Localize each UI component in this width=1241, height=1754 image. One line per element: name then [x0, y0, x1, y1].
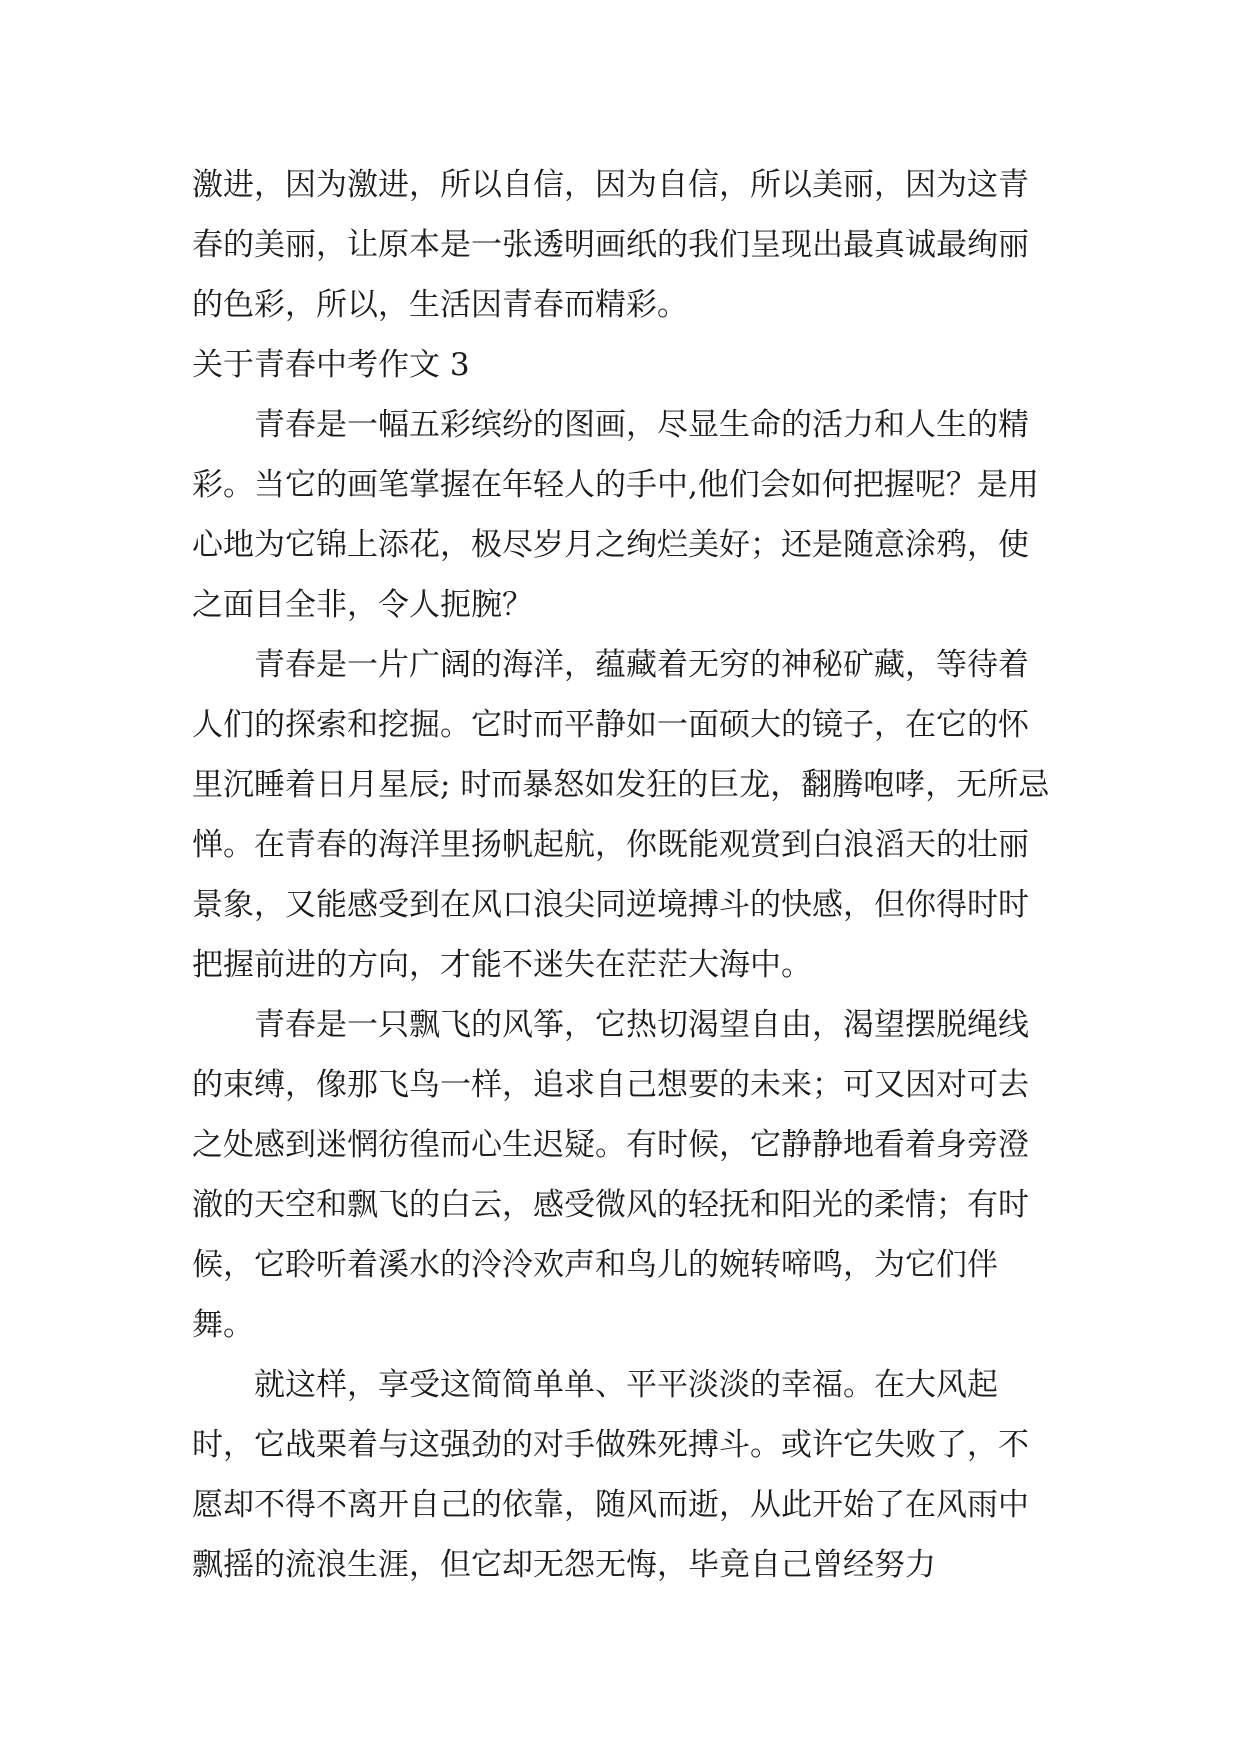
document-body	[192, 155, 1054, 1595]
paragraph: 就这样，享受这简简单单、平平淡淡的幸福。在大风起时，它战栗着与这强劲的对手做殊死搏斗。或许它失败了，不愿却不得不离开自己的依靠，随风而逝，从此开始了在风雨中飘摇的流浪生涯，但它却无怨无悔，毕竟自己曾经努力	[192, 1367, 1029, 1583]
paragraph: 青春是一片广阔的海洋，蕴藏着无穷的神秘矿藏，等待着人们的探索和挖掘。它时而平静如一面硕大的镜子，在它的怀里沉睡着日月星辰; 时而暴怒如发狂的巨龙，翻腾咆哮，无所忌惮。在青春的海洋里扬帆起航，你既能观赏到白浪滔天的壮丽景象，又能感受到在风口浪尖同逆境搏斗的快感，但你得时时把握前进的方向，才能不迷失在茫茫大海中。	[192, 647, 1050, 983]
paragraph-continuation: 激进，因为激进，所以自信，因为自信，所以美丽，因为这青春的美丽，让原本是一张透明画纸的我们呈现出最真诚最绚丽的色彩，所以，生活因青春而精彩。	[192, 167, 1029, 323]
paragraph: 青春是一只飘飞的风筝，它热切渴望自由，渴望摆脱绳线的束缚，像那飞鸟一样，追求自己想要的未来；可又因对可去之处感到迷惘彷徨而心生迟疑。有时候，它静静地看着身旁澄澈的天空和飘飞的白云，感受微风的轻抚和阳光的柔情；有时候，它聆听着溪水的泠泠欢声和鸟儿的婉转啼鸣，为它们伴舞。	[192, 1007, 1029, 1343]
paragraph: 青春是一幅五彩缤纷的图画，尽显生命的活力和人生的精彩。当它的画笔掌握在年轻人的手中,他们会如何把握呢？是用心地为它锦上添花，极尽岁月之绚烂美好；还是随意涂鸦，使之面目全非，令人扼腕？	[192, 407, 1039, 623]
section-heading: 关于青春中考作文 3	[192, 347, 470, 383]
